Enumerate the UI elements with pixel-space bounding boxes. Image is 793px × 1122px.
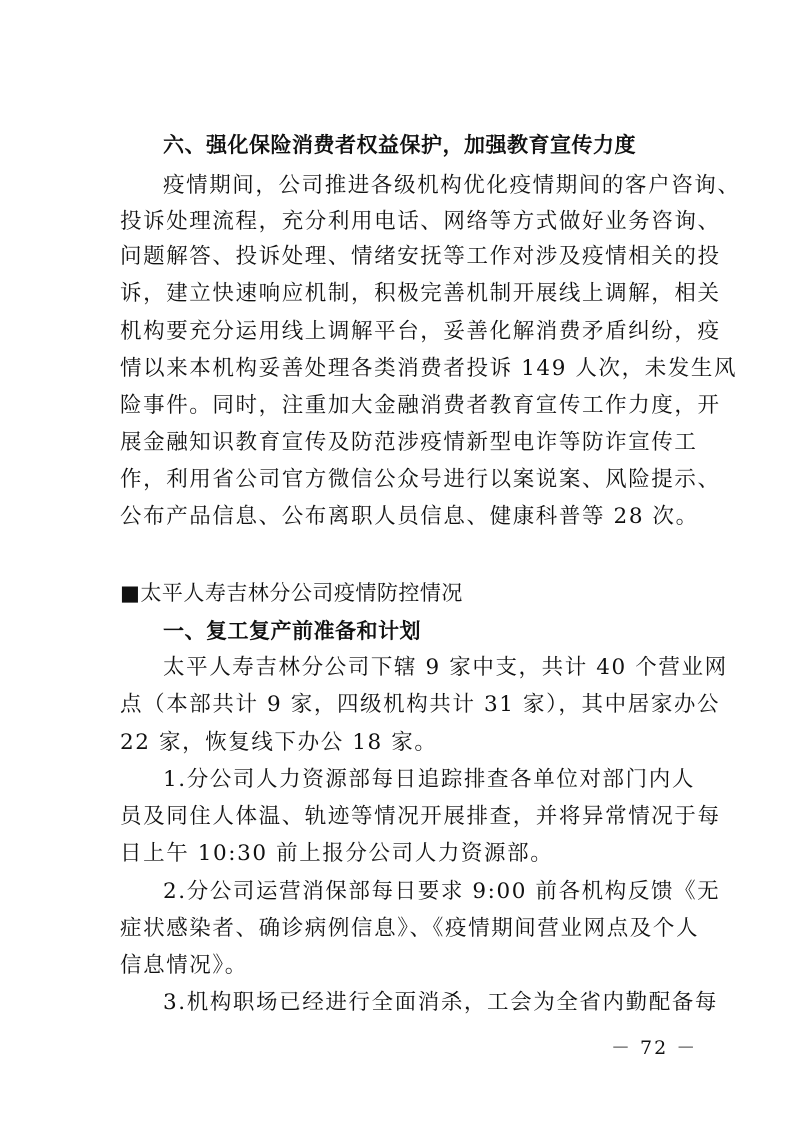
paragraph-line: 点（本部共计 9 家，四级机构共计 31 家），其中居家办公 — [120, 692, 721, 717]
company-section-heading: ■太平人寿吉林分公司疫情防控情况 — [120, 581, 463, 605]
paragraph-line: 展金融知识教育宣传及防范涉疫情新型电诈等防诈宣传工 — [120, 430, 698, 455]
list-item-line: 2.分公司运营消保部每日要求 9:00 前各机构反馈《无 — [163, 879, 721, 904]
paragraph-line: 机构要充分运用线上调解平台，妥善化解消费矛盾纠纷，疫 — [120, 319, 721, 344]
list-item-line: 员及同住人体温、轨迹等情况开展排查，并将异常情况于每 — [120, 804, 721, 829]
paragraph-line-last: 公布产品信息、公布离职人员信息、健康科普等 28 次。 — [120, 504, 699, 529]
section-heading-six: 六、强化保险消费者权益保护，加强教育宣传力度 — [163, 133, 636, 157]
list-item-line: 症状感染者、确诊病例信息》、《疫情期间营业网点及个人 — [120, 916, 700, 941]
list-item-line-last: 日上午 10:30 前上报分公司人力资源部。 — [120, 841, 554, 866]
paragraph-line-last: 22 家，恢复线下办公 18 家。 — [120, 730, 438, 755]
page-number: － 72 － — [611, 1037, 698, 1059]
subsection-heading-one: 一、复工复产前准备和计划 — [163, 619, 421, 643]
paragraph-line: 作，利用省公司官方微信公众号进行以案说案、风险提示、 — [120, 467, 721, 492]
paragraph-line: 问题解答、投诉处理、情绪安抚等工作对涉及疫情相关的投 — [120, 244, 721, 269]
paragraph-line: 疫情期间，公司推进各级机构优化疫情期间的客户咨询、 — [163, 173, 741, 198]
paragraph-line: 太平人寿吉林分公司下辖 9 家中支，共计 40 个营业网 — [163, 655, 728, 680]
paragraph-line: 情以来本机构妥善处理各类消费者投诉 149 人次，未发生风 — [120, 356, 738, 381]
paragraph-line: 险事件。同时，注重加大金融消费者教育宣传工作力度，开 — [120, 393, 721, 418]
paragraph-line: 投诉处理流程，充分利用电话、网络等方式做好业务咨询、 — [120, 209, 721, 234]
paragraph-line: 诉，建立快速响应机制，积极完善机制开展线上调解，相关 — [120, 281, 721, 306]
list-item-line: 3.机构职场已经进行全面消杀，工会为全省内勤配备每 — [163, 990, 719, 1015]
list-item-line-last: 信息情况》。 — [120, 953, 248, 978]
list-item-line: 1.分公司人力资源部每日追踪排查各单位对部门内人 — [163, 767, 695, 792]
